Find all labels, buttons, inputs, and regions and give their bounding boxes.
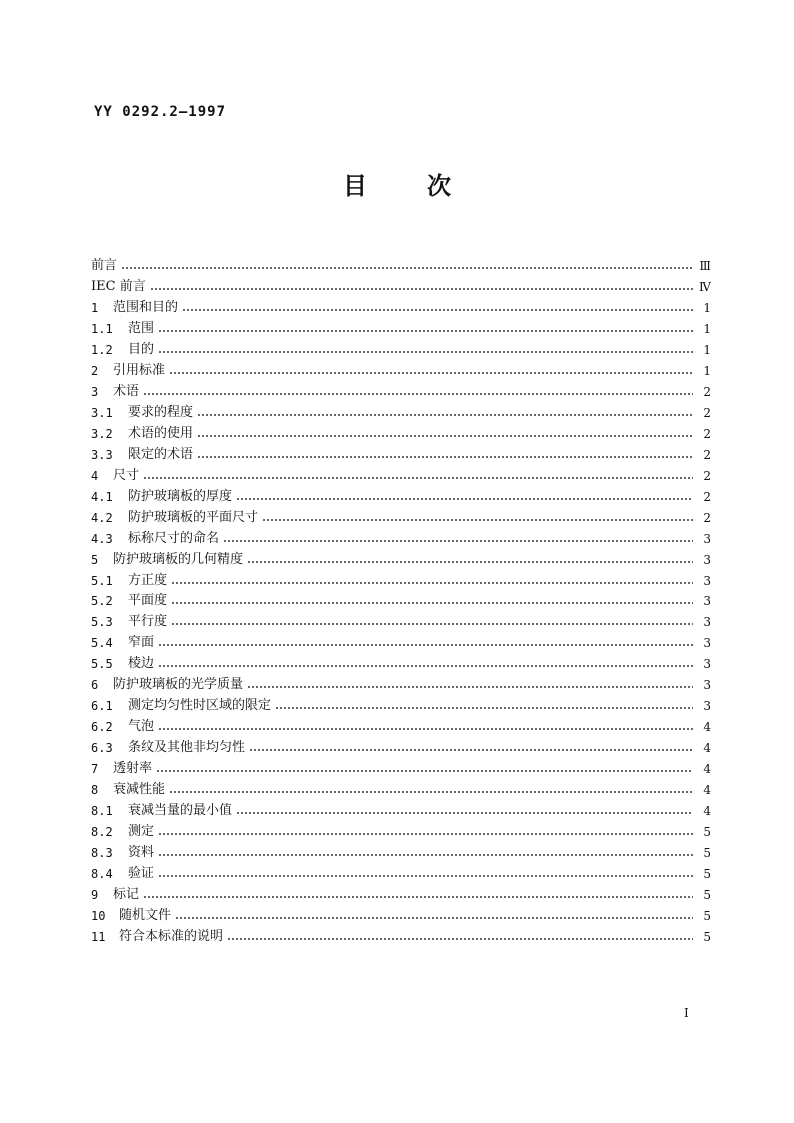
toc-entry-number: 7 xyxy=(91,762,99,777)
toc-entry-page: 3 xyxy=(703,678,711,693)
toc-entry-label: 气泡 xyxy=(128,719,155,735)
toc-entry-number: 4.3 xyxy=(91,531,113,546)
toc-entry-number: 5 xyxy=(91,552,99,567)
toc-entry-label: 测定均匀性时区域的限定 xyxy=(128,698,272,714)
toc-entry-number: 6 xyxy=(91,678,99,693)
toc-entry-page: Ⅳ xyxy=(699,279,711,294)
toc-entry[interactable] xyxy=(91,674,711,695)
toc-entry-page: 4 xyxy=(703,741,711,756)
toc-entry-label: 引用标准 xyxy=(113,362,166,378)
toc-entry-page: 5 xyxy=(703,888,711,903)
toc-entry[interactable] xyxy=(91,423,711,444)
toc-entry-number: 6.1 xyxy=(91,699,113,714)
toc-entry-page: 3 xyxy=(703,657,711,672)
toc-entry-page: 1 xyxy=(703,300,711,315)
toc-entry[interactable] xyxy=(91,507,711,528)
toc-entry-label: 要求的程度 xyxy=(128,404,194,420)
dot-leader xyxy=(227,936,693,942)
toc-entry-page: 3 xyxy=(703,699,711,714)
toc-entry-page: 1 xyxy=(703,321,711,336)
toc-entry-label: 符合本标准的说明 xyxy=(119,928,224,944)
toc-entry[interactable] xyxy=(91,549,711,570)
toc-entry-page: 2 xyxy=(703,426,711,441)
toc-entry-label: 术语的使用 xyxy=(128,425,194,441)
toc-entry-label: 防护玻璃板的平面尺寸 xyxy=(128,509,259,525)
dot-leader xyxy=(121,265,693,271)
toc-entry-label: 随机文件 xyxy=(119,908,172,923)
toc-entry-page: 3 xyxy=(703,636,711,651)
toc-entry-label: 限定的术语 xyxy=(128,446,194,462)
toc-entry[interactable] xyxy=(91,528,711,549)
toc-entry-number: 11 xyxy=(91,929,106,944)
toc-entry[interactable] xyxy=(91,297,711,318)
toc-entry-number: 1.1 xyxy=(91,321,113,336)
dot-leader xyxy=(143,475,693,481)
dot-leader xyxy=(247,559,693,565)
toc-entry-number: 10 xyxy=(91,909,106,923)
dot-leader xyxy=(150,286,693,292)
dot-leader xyxy=(158,852,693,858)
toc-entry-number: 1 xyxy=(91,300,99,315)
page-folio: I xyxy=(684,1006,689,1020)
toc-entry-number: 3 xyxy=(91,384,99,399)
toc-entry-page: 5 xyxy=(703,825,711,840)
toc-entry-label: 衰减性能 xyxy=(113,782,166,798)
toc-entry[interactable] xyxy=(91,381,711,402)
toc-entry-label: 窄面 xyxy=(128,635,155,651)
toc-entry-label: 尺寸 xyxy=(113,467,140,483)
dot-leader xyxy=(169,789,693,795)
dot-leader xyxy=(223,538,693,544)
toc-entry[interactable] xyxy=(91,360,711,381)
dot-leader xyxy=(158,663,693,669)
toc-entry-page: 3 xyxy=(703,531,711,546)
toc-entry-number: 4 xyxy=(91,468,99,483)
dot-leader xyxy=(158,642,693,648)
dot-leader xyxy=(171,580,693,586)
toc-entry-page: 3 xyxy=(703,552,711,567)
toc-entry-label: 资料 xyxy=(128,845,155,861)
toc-entry-label: 术语 xyxy=(113,383,140,399)
toc-entry[interactable] xyxy=(91,905,711,926)
toc-entry[interactable] xyxy=(91,653,711,674)
dot-leader xyxy=(171,621,693,627)
toc-entry-label: 方正度 xyxy=(128,572,168,588)
toc-entry-label: 标称尺寸的命名 xyxy=(128,530,220,546)
toc-entry-number: 6.2 xyxy=(91,720,113,735)
dot-leader xyxy=(197,412,693,418)
page-title xyxy=(0,166,794,201)
toc-entry-number: 3.1 xyxy=(91,405,113,420)
toc-entry-label: 防护玻璃板的厚度 xyxy=(128,488,233,504)
toc-entry-page: 2 xyxy=(703,405,711,420)
toc-entry[interactable] xyxy=(91,800,711,821)
dot-leader xyxy=(143,894,693,900)
dot-leader xyxy=(262,517,693,523)
toc-entry-number: 8.2 xyxy=(91,825,113,840)
dot-leader xyxy=(182,307,693,313)
toc-entry-number: 5.1 xyxy=(91,573,113,588)
toc-entry[interactable] xyxy=(91,695,711,716)
dot-leader xyxy=(158,726,693,732)
dot-leader xyxy=(275,705,693,711)
toc-entry[interactable] xyxy=(91,444,711,465)
toc-entry-label: 范围 xyxy=(128,320,155,336)
toc-entry-label: 衰减当量的最小值 xyxy=(128,803,233,819)
table-of-contents xyxy=(91,255,711,947)
toc-entry[interactable] xyxy=(91,570,711,591)
toc-entry-page: 2 xyxy=(703,447,711,462)
toc-entry-label: 前言 xyxy=(91,257,118,273)
toc-entry[interactable] xyxy=(91,402,711,423)
toc-entry-number: 5.3 xyxy=(91,615,113,630)
toc-entry-number: 4.2 xyxy=(91,510,113,525)
toc-entry-page: 5 xyxy=(703,867,711,882)
toc-entry-number: 8 xyxy=(91,783,99,798)
toc-entry-page: 4 xyxy=(703,720,711,735)
toc-entry-page: 5 xyxy=(703,909,711,923)
toc-entry-number: 8.4 xyxy=(91,867,113,882)
toc-entry-label: 平面度 xyxy=(128,593,168,609)
toc-entry[interactable] xyxy=(91,486,711,507)
toc-entry[interactable] xyxy=(91,318,711,339)
dot-leader xyxy=(197,433,693,439)
toc-entry-label: 目的 xyxy=(128,341,155,357)
dot-leader xyxy=(158,873,693,879)
toc-entry-number: 3.3 xyxy=(91,447,113,462)
dot-leader xyxy=(249,747,693,753)
toc-entry[interactable] xyxy=(91,737,711,758)
toc-entry-page: 2 xyxy=(703,510,711,525)
toc-entry[interactable] xyxy=(91,611,711,632)
dot-leader xyxy=(156,768,693,774)
dot-leader xyxy=(197,454,693,460)
toc-entry-label: 棱边 xyxy=(128,656,155,672)
dot-leader xyxy=(236,810,693,816)
toc-entry-label: 防护玻璃板的光学质量 xyxy=(113,677,244,693)
toc-entry[interactable] xyxy=(91,591,711,612)
toc-entry[interactable] xyxy=(91,884,711,905)
standard-number: YY 0292.2—1997 xyxy=(94,104,227,120)
toc-entry-page: 1 xyxy=(703,363,711,378)
toc-entry-label: 条纹及其他非均匀性 xyxy=(128,740,246,756)
toc-entry[interactable] xyxy=(91,842,711,863)
dot-leader xyxy=(175,915,693,921)
toc-entry-page: 2 xyxy=(703,489,711,504)
toc-entry-page: 3 xyxy=(703,615,711,630)
toc-entry-page: Ⅲ xyxy=(699,258,711,273)
toc-entry-label: 验证 xyxy=(128,866,155,882)
toc-entry-number: 8.1 xyxy=(91,804,113,819)
toc-entry[interactable] xyxy=(91,779,711,800)
toc-entry[interactable] xyxy=(91,821,711,842)
toc-entry[interactable] xyxy=(91,716,711,737)
dot-leader xyxy=(169,370,693,376)
toc-entry-page: 3 xyxy=(703,573,711,588)
toc-entry-page: 4 xyxy=(703,762,711,777)
dot-leader xyxy=(143,391,693,397)
toc-entry-page: 4 xyxy=(703,783,711,798)
toc-entry-number: 5.4 xyxy=(91,636,113,651)
toc-entry-label: 标记 xyxy=(113,887,140,903)
toc-entry-label: 平行度 xyxy=(128,614,168,630)
toc-entry-number: 4.1 xyxy=(91,489,113,504)
toc-entry-number: 5.5 xyxy=(91,657,113,672)
toc-entry-number: 3.2 xyxy=(91,426,113,441)
toc-entry[interactable] xyxy=(91,276,711,297)
toc-entry[interactable] xyxy=(91,339,711,360)
toc-entry-label: 防护玻璃板的几何精度 xyxy=(113,551,244,567)
toc-entry-label: 透射率 xyxy=(113,761,153,777)
toc-entry-number: 2 xyxy=(91,363,99,378)
toc-entry-number: 6.3 xyxy=(91,741,113,756)
dot-leader xyxy=(158,328,693,334)
title-part-1: 目 xyxy=(343,171,367,200)
toc-entry[interactable] xyxy=(91,255,711,276)
toc-entry-page: 2 xyxy=(703,384,711,399)
toc-entry-page: 4 xyxy=(703,804,711,819)
dot-leader xyxy=(171,600,693,606)
toc-entry[interactable] xyxy=(91,863,711,884)
dot-leader xyxy=(158,349,693,355)
toc-entry[interactable] xyxy=(91,758,711,779)
toc-entry-page: 5 xyxy=(703,846,711,861)
dot-leader xyxy=(247,684,693,690)
toc-entry-page: 3 xyxy=(703,594,711,609)
toc-entry-page: 2 xyxy=(703,468,711,483)
toc-entry-page: 5 xyxy=(703,929,711,944)
toc-entry[interactable] xyxy=(91,465,711,486)
dot-leader xyxy=(236,496,693,502)
toc-entry[interactable] xyxy=(91,926,711,947)
toc-entry[interactable] xyxy=(91,632,711,653)
title-part-2: 次 xyxy=(427,171,451,200)
dot-leader xyxy=(158,831,693,837)
toc-entry-number: 9 xyxy=(91,888,99,903)
toc-entry-page: 1 xyxy=(703,342,711,357)
toc-entry-label: IEC 前言 xyxy=(91,278,146,294)
toc-entry-label: 测定 xyxy=(128,824,155,840)
toc-entry-number: 1.2 xyxy=(91,342,113,357)
toc-entry-number: 5.2 xyxy=(91,594,113,609)
toc-entry-number: 8.3 xyxy=(91,846,113,861)
toc-entry-label: 范围和目的 xyxy=(113,299,179,315)
